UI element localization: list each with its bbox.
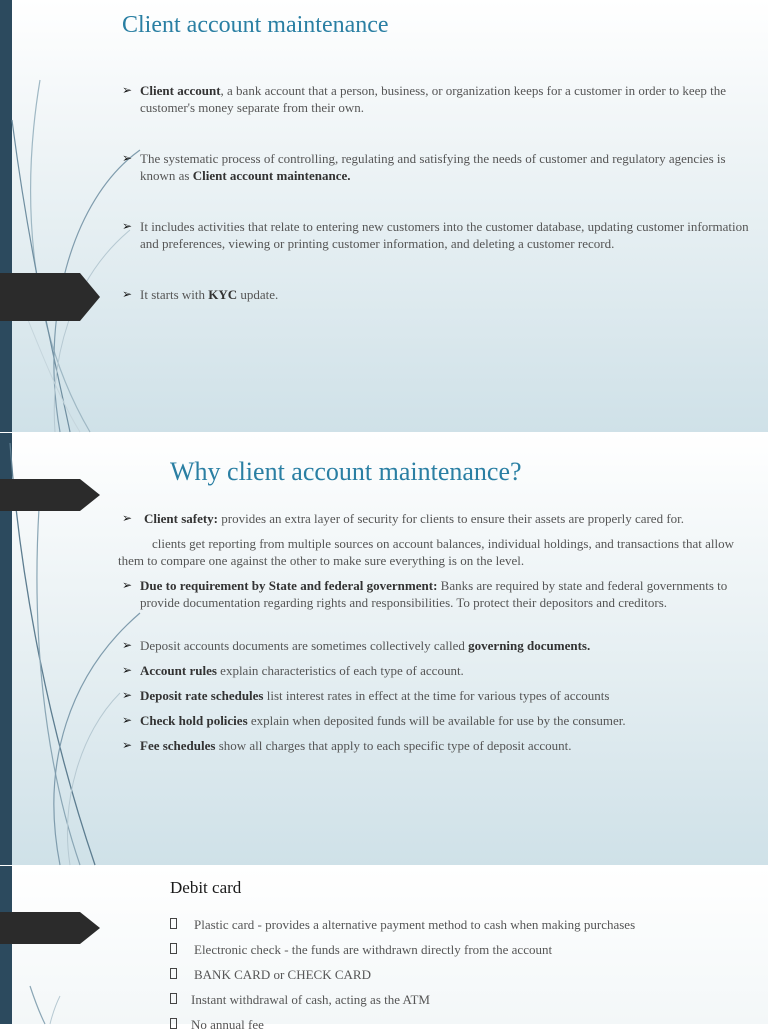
decorative-curves xyxy=(0,866,140,1024)
arrow-bullet-icon: ➢ xyxy=(122,511,133,525)
bullet-text: clients get reporting from multiple sources on account balances, individual holdings, and transactions that allow them to compare one against the other to make sure everything is on the level. xyxy=(118,536,734,568)
arrow-bullet-icon: ➢ xyxy=(122,151,133,165)
slide-title: Debit card xyxy=(170,878,242,897)
bullet-fee-schedules xyxy=(122,737,740,754)
bullet-kyc xyxy=(122,286,745,303)
bullet-account-rules xyxy=(122,662,740,679)
bullet-bold-term: Client account xyxy=(140,83,221,98)
bullet-client-safety xyxy=(122,510,754,527)
bullet-bold-term: governing documents. xyxy=(468,638,591,653)
bullet-check-hold-policies xyxy=(122,712,740,729)
bullet-bold-term: Client safety: xyxy=(144,511,219,526)
bullet-systematic-process xyxy=(122,150,745,184)
arrow-bullet-icon: ➢ xyxy=(122,638,133,652)
list-item-text: Electronic check - the funds are withdrawn directly from the account xyxy=(194,942,553,957)
bullet-client-account xyxy=(122,82,745,116)
slide-tab-marker xyxy=(0,479,100,511)
decorative-curves xyxy=(0,0,140,432)
arrow-bullet-icon: ➢ xyxy=(122,738,133,752)
bullet-text: show all charges that apply to each specific type of deposit account. xyxy=(215,738,572,753)
bullet-text: update. xyxy=(237,287,279,302)
slide-why-client-account-maintenance xyxy=(0,433,768,865)
bullet-deposit-rate-schedules xyxy=(122,687,740,704)
bullet-text: list interest rates in effect at the time for various types of accounts xyxy=(263,688,610,703)
bullet-bold-term: Fee schedules xyxy=(140,738,216,753)
bullet-bold-term: KYC xyxy=(208,287,238,302)
arrow-bullet-icon: ➢ xyxy=(122,219,133,233)
arrow-bullet-icon: ➢ xyxy=(122,713,133,727)
arrow-bullet-icon: ➢ xyxy=(122,83,133,97)
bullet-text: Banks are required by state and federal governments to provide documentation regarding rights and responsibilities. To protect their depositors and creditors. xyxy=(140,578,728,610)
bullet-state-federal xyxy=(122,577,740,611)
list-item xyxy=(194,916,754,933)
bullet-bold-term: Due to requirement by State and federal government: xyxy=(140,578,438,593)
square-bullet-icon xyxy=(170,993,177,1004)
square-bullet-icon xyxy=(170,943,177,954)
list-item xyxy=(191,1016,751,1033)
slide-debit-card xyxy=(0,866,768,1032)
bullet-governing-documents xyxy=(122,637,740,654)
slide-title: Client account maintenance xyxy=(122,12,389,38)
slide-tab-marker xyxy=(0,912,100,944)
list-item xyxy=(194,941,754,958)
slide-client-account-maintenance xyxy=(0,0,768,432)
list-item-text: Instant withdrawal of cash, acting as the ATM xyxy=(191,992,430,1007)
list-item xyxy=(191,991,751,1008)
arrow-bullet-icon: ➢ xyxy=(122,688,133,702)
bullet-text: The systematic process of controlling, regulating and satisfying the needs of customer and regulatory agencies is known as xyxy=(140,151,726,183)
bullet-text: , a bank account that a person, business, or organization keeps for a customer in order to keep the customer's money separate from their own. xyxy=(140,83,727,115)
bullet-bold-term: Client account maintenance. xyxy=(192,168,351,183)
slide-tab-marker xyxy=(0,273,100,321)
bullet-text: It starts with xyxy=(140,287,209,302)
bullet-client-safety-continued xyxy=(118,535,748,569)
bullet-text: explain characteristics of each type of account. xyxy=(216,663,464,678)
square-bullet-icon xyxy=(170,968,177,979)
slide-title: Why client account maintenance? xyxy=(170,457,522,486)
bullet-bold-term: Account rules xyxy=(140,663,217,678)
list-item-text: Plastic card - provides a alternative payment method to cash when making purchases xyxy=(194,917,636,932)
arrow-bullet-icon: ➢ xyxy=(122,663,133,677)
arrow-bullet-icon: ➢ xyxy=(122,578,133,592)
bullet-bold-term: Check hold policies xyxy=(140,713,248,728)
arrow-bullet-icon: ➢ xyxy=(122,287,133,301)
bullet-activities xyxy=(122,218,750,252)
square-bullet-icon xyxy=(170,1018,177,1029)
bullet-text: It includes activities that relate to entering new customers into the customer database, updating customer information and preferences, viewing or printing customer information, and deleting a customer record. xyxy=(140,219,749,251)
bullet-text: explain when deposited funds will be available for use by the consumer. xyxy=(247,713,626,728)
square-bullet-icon xyxy=(170,918,177,929)
list-item-text: No annual fee xyxy=(191,1017,264,1032)
list-item-text: BANK CARD or CHECK CARD xyxy=(194,967,371,982)
bullet-bold-term: Deposit rate schedules xyxy=(140,688,264,703)
list-item xyxy=(194,966,754,983)
bullet-text: Deposit accounts documents are sometimes collectively called xyxy=(140,638,469,653)
bullet-text: provides an extra layer of security for clients to ensure their assets are properly cared for. xyxy=(218,511,685,526)
